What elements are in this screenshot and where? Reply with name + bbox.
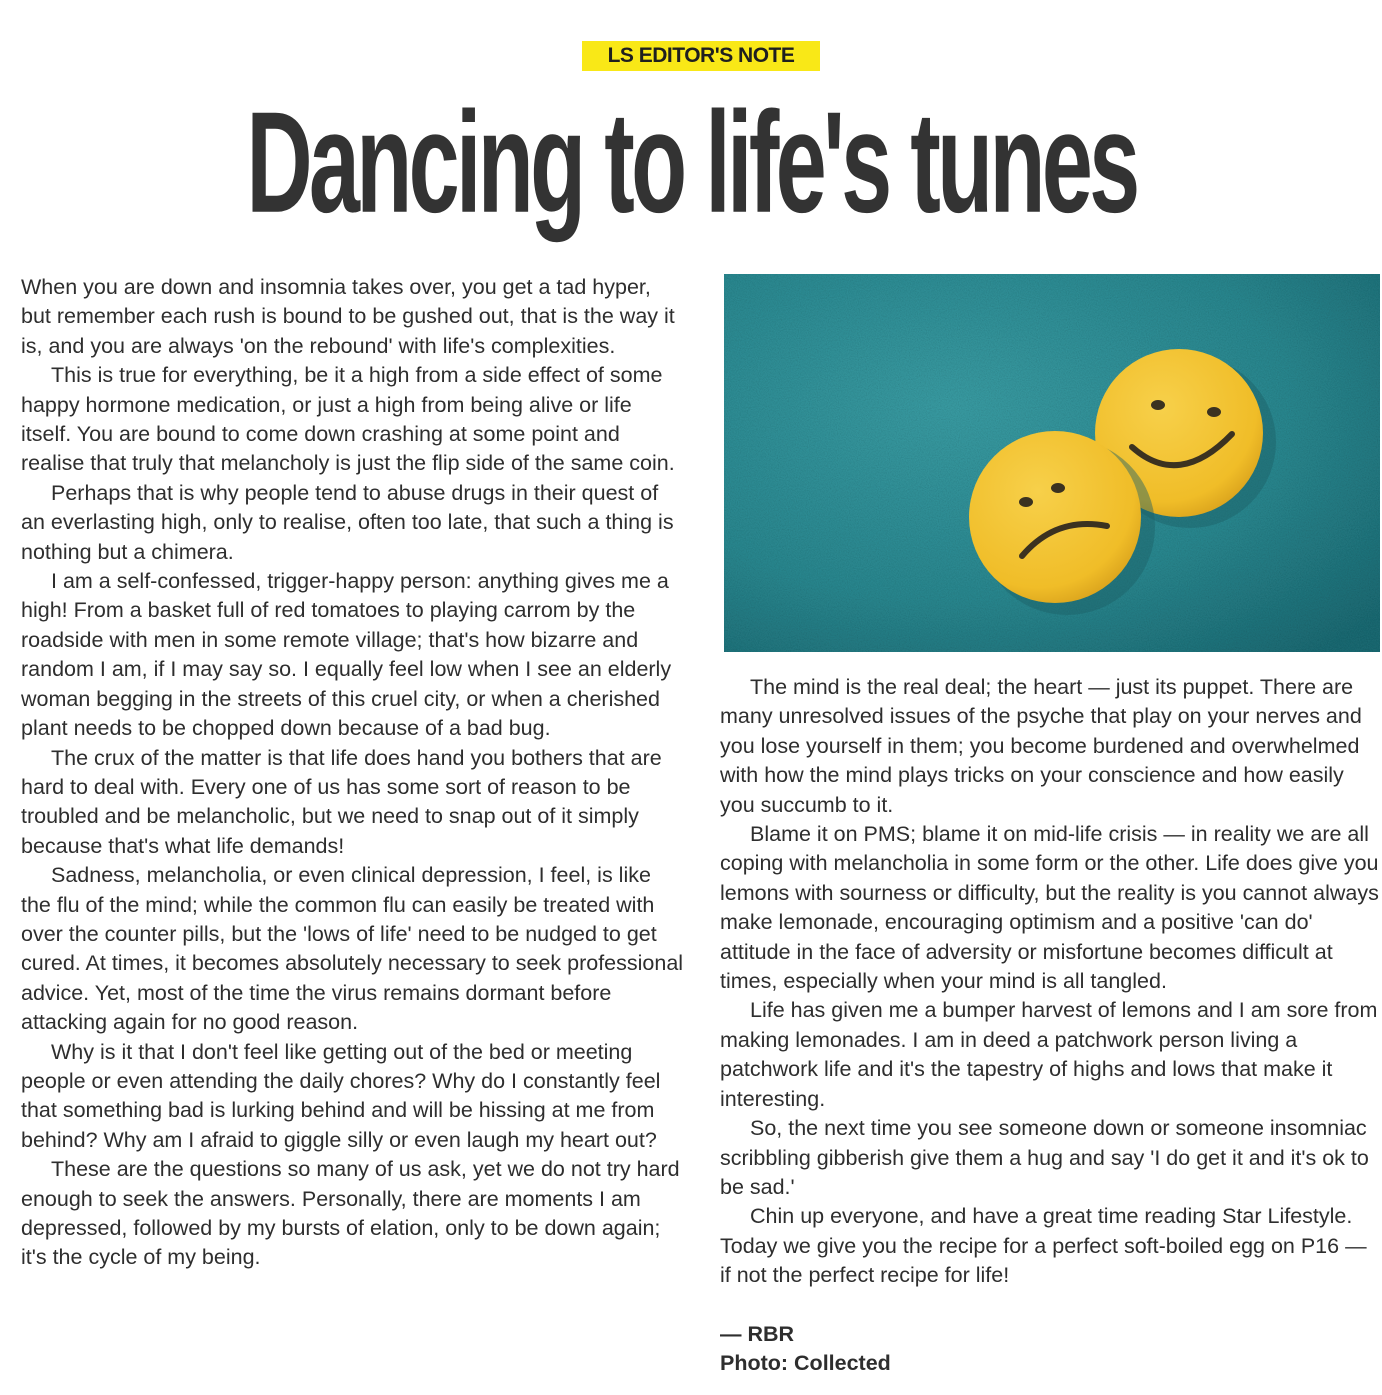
paragraph: Perhaps that is why people tend to abuse drugs in their quest of an everlasting high, only to realise, often too late, that such a thing is nothing but a chimera. xyxy=(21,480,674,564)
paragraph: I am a self-confessed, trigger-happy person: anything gives me a high! From a basket full of red tomatoes to playing carrom by the roadside with men in some remote village; that's how bizarre and random I am, if I may say so. I equally feel low when I see an elderly woman begging in the streets of this cruel city, or when a cherished plant needs to be chopped down because of a bad bug. xyxy=(21,569,672,741)
section-label: LS EDITOR'S NOTE xyxy=(582,41,820,71)
right-column xyxy=(720,673,1380,1378)
paragraph: When you are down and insomnia takes over, you get a tad hyper, but remember each rush is bound to be gushed out, that is the way it is, and you are always 'on the rebound' with life's complexities. xyxy=(21,275,675,358)
paragraph: The mind is the real deal; the heart — just its puppet. There are many unresolved issues of the psyche that play on your nerves and you lose yourself in them; you become burdened and overwhelmed with how the mind plays tricks on your conscience and how easily you succumb to it. xyxy=(720,675,1362,817)
paragraph: Why is it that I don't feel like getting out of the bed or meeting people or even attending the daily chores? Why do I constantly feel that something bad is lurking behind and will be hissing at me from behind? Why am I afraid to giggle silly or even laugh my heart out? xyxy=(21,1039,661,1152)
paragraph: Chin up everyone, and have a great time reading Star Lifestyle. Today we give you the recipe for a perfect soft-boiled egg on P16 — if not the perfect recipe for life! xyxy=(720,1204,1367,1288)
signature: — RBR xyxy=(720,1321,795,1346)
headline-text: Dancing to life's tunes xyxy=(245,82,1137,244)
paragraph: So, the next time you see someone down or someone insomniac scribbling gibberish give them a hug and say 'I do get it and it's ok to be sad.' xyxy=(720,1116,1369,1199)
article-photo xyxy=(724,274,1380,652)
paragraph: This is true for everything, be it a high from a side effect of some happy hormone medication, or just a high from being alive or life itself. You are bound to come down crashing at some point and realise that truly that melancholy is just the flip side of the same coin. xyxy=(21,363,675,476)
paragraph: The crux of the matter is that life does hand you bothers that are hard to deal with. Every one of us has some sort of reason to be troubled and be melancholic, but we need to snap out of it simply because that's what life demands! xyxy=(21,745,662,858)
paragraph: Blame it on PMS; blame it on mid-life crisis — in reality we are all coping with melancholia in some form or the other. Life does give you lemons with sourness or difficulty, but the reality is you cannot always make lemonade, encouraging optimism and a positive 'can do' attitude in the face of adversity or misfortune becomes difficult at times, especially when your mind is all tangled. xyxy=(720,822,1379,994)
headline xyxy=(0,82,1382,244)
left-column xyxy=(21,273,685,1273)
byline xyxy=(720,1320,1380,1379)
paragraph: Sadness, melancholia, or even clinical depression, I feel, is like the flu of the mind; while the common flu can easily be treated with over the counter pills, but the 'lows of life' need to be nudged to get cured. At times, it becomes absolutely necessary to seek professional advice. Yet, most of the time the virus remains dormant before attacking again for no good reason. xyxy=(21,863,684,1035)
photo-credit: Photo: Collected xyxy=(720,1350,891,1375)
paragraph: These are the questions so many of us ask, yet we do not try hard enough to seek the answers. Personally, there are moments I am depressed, followed by my bursts of elation, only to be down again; it's the cycle of my being. xyxy=(21,1157,680,1270)
smiley-faces-image xyxy=(724,274,1380,652)
paragraph: Life has given me a bumper harvest of lemons and I am sore from making lemonades. I am in deed a patchwork person living a patchwork life and it's the tapestry of highs and lows that make it interesting. xyxy=(720,998,1378,1111)
